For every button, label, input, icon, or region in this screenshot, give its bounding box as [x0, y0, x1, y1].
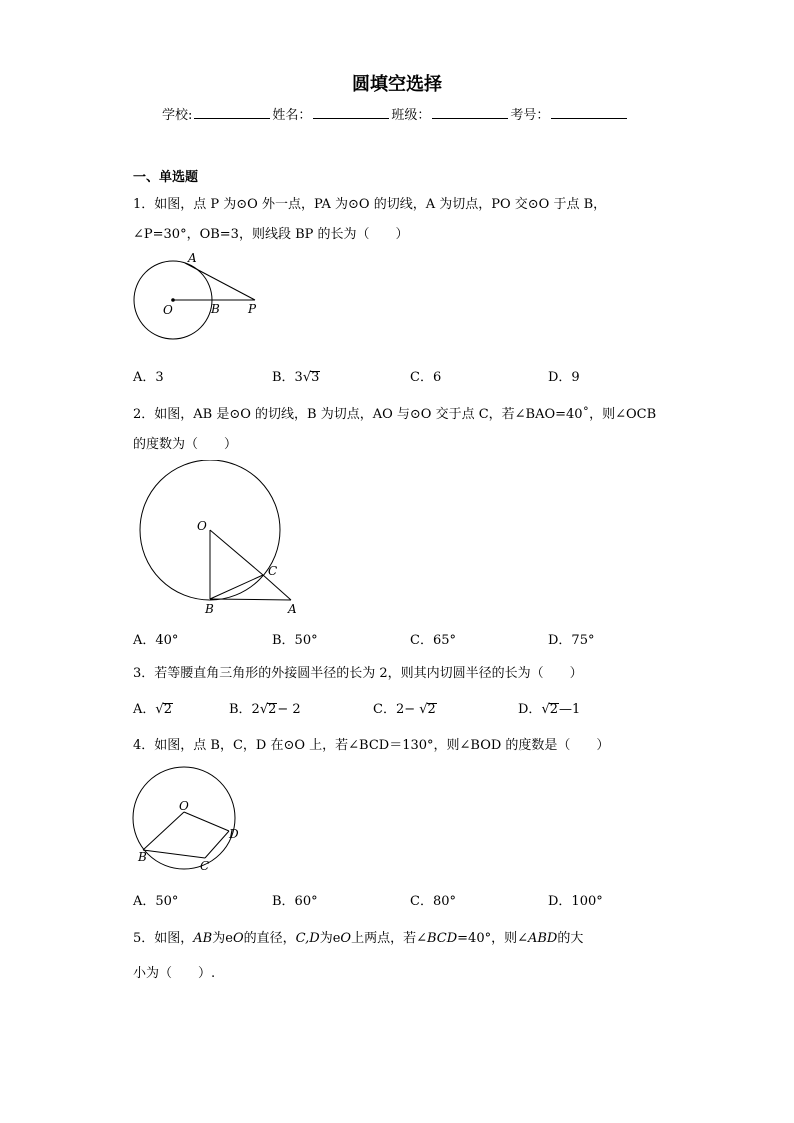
q2-text-line2: 的度数为（ ） [133, 437, 238, 452]
q5-text: 的直径， [243, 931, 296, 946]
q4-text-line1: 4．如图，点 B，C，D 在⊙O 上，若∠BCD＝130°，则∠BOD 的度数是（ ） [133, 738, 610, 753]
q5-circle-symbol: e [225, 931, 233, 946]
q3-option-c-text: C．2− [373, 702, 420, 717]
q3-option-b-text: B．2 [229, 702, 260, 717]
q1-option-d[interactable]: D．9 [548, 370, 580, 385]
student-info-row [162, 104, 629, 123]
q4-figure [125, 760, 255, 875]
q5-angle-abd: ∠ABD [517, 931, 558, 946]
q5-text: 为 [319, 931, 333, 946]
school-blank[interactable] [194, 106, 270, 119]
q2-figure [130, 460, 310, 618]
q1-option-b-radicand: 3 [311, 370, 320, 385]
q5-var-ab: AB [193, 931, 213, 946]
q5-text: 5．如图， [133, 931, 194, 946]
q1-option-b-text: B．3 [272, 370, 303, 385]
q2-option-c[interactable]: C．65° [410, 633, 456, 648]
q3-text-line1: 3．若等腰直角三角形的外接圆半径的长为 2，则其内切圆半径的长为（ ） [133, 666, 583, 681]
radical-icon: √ [541, 702, 550, 717]
q4-label-b: B [138, 850, 147, 864]
radical-icon: √ [155, 702, 164, 717]
q5-text: 的大 [557, 931, 584, 946]
q2-tangent-ab [210, 599, 291, 600]
q3-option-a-text: A． [133, 702, 156, 717]
q3-option-a-radicand: 2 [163, 702, 172, 717]
q4-label-c: C [200, 859, 210, 873]
q4-option-d[interactable]: D．100° [548, 894, 603, 909]
class-blank[interactable] [432, 106, 508, 119]
q2-label-b: B [205, 602, 214, 616]
q1-option-b[interactable] [272, 366, 320, 385]
q1-label-b: B [211, 302, 220, 316]
q5-text: =40°，则 [457, 931, 518, 946]
q1-center-point [171, 298, 175, 302]
school-label: 学校: [162, 108, 193, 123]
q1-text-line2: ∠P=30°，OB=3，则线段 BP 的长为（ ） [133, 227, 409, 242]
q1-figure [125, 250, 275, 345]
q3-option-c[interactable] [373, 698, 437, 717]
q2-option-d[interactable]: D．75° [548, 633, 595, 648]
q4-label-o: O [179, 799, 189, 813]
q3-option-c-radicand: 2 [427, 702, 436, 717]
q4-chord-cd [205, 831, 229, 858]
q3-option-b-radicand: 2 [268, 702, 277, 717]
name-blank[interactable] [313, 106, 389, 119]
class-label: 班级： [391, 108, 431, 123]
q5-var-o: O [340, 931, 352, 946]
q2-label-c: C [268, 564, 278, 578]
q5-text: 为 [212, 931, 226, 946]
q2-segment-oc [210, 530, 263, 575]
radical-icon: √ [259, 702, 269, 717]
q5-text-line2: 小为（ ）. [133, 966, 216, 981]
q5-var-cd: C,D [295, 931, 320, 946]
q1-option-a[interactable]: A．3 [133, 370, 164, 385]
q5-text: 上两点，若 [351, 931, 417, 946]
q4-chord-bc [143, 850, 205, 858]
q1-label-o: O [163, 303, 173, 317]
q2-label-o: O [197, 519, 207, 533]
q5-var-o: O [232, 931, 244, 946]
q5-circle-symbol: e [332, 931, 341, 946]
q2-text-line1: 2．如图，AB 是⊙O 的切线，B 为切点，AO 与⊙O 交于点 C，若∠BAO=40˚，则∠OCB [133, 407, 657, 422]
q5-angle-bcd: ∠BCD [416, 931, 458, 946]
q5-text-line1 [133, 927, 583, 946]
q4-option-a[interactable]: A．50° [133, 894, 179, 909]
q3-option-d-radicand: 2 [549, 702, 559, 717]
q4-label-d: D [229, 827, 239, 841]
q2-option-a[interactable]: A．40° [133, 633, 179, 648]
section-heading: 一、单选题 [133, 170, 199, 185]
q2-chord-bc [210, 575, 263, 599]
q1-label-p: P [248, 302, 257, 316]
q4-circle [133, 767, 235, 869]
q1-option-c[interactable]: C．6 [410, 370, 442, 385]
exam-number-blank[interactable] [551, 106, 627, 119]
radical-icon: √ [302, 370, 312, 385]
q1-tangent-pa [185, 263, 255, 300]
q4-radius-od [184, 812, 229, 831]
page-title: 圆填空选择 [352, 74, 442, 95]
q2-option-b[interactable]: B．50° [272, 633, 318, 648]
radical-icon: √ [419, 702, 428, 717]
q4-radius-ob [143, 812, 184, 850]
q4-option-c[interactable]: C．80° [410, 894, 456, 909]
q3-option-d[interactable] [518, 698, 580, 717]
q3-option-b-tail: − 2 [277, 702, 301, 717]
q1-label-a: A [188, 251, 197, 265]
q3-option-a[interactable] [133, 698, 173, 717]
name-label: 姓名： [272, 108, 312, 123]
q4-option-b[interactable]: B．60° [272, 894, 318, 909]
exam-number-label: 考号： [510, 108, 550, 123]
q3-option-b[interactable] [229, 698, 301, 717]
q3-option-d-tail: —1 [559, 702, 581, 717]
q2-segment-ca [263, 575, 291, 600]
q3-option-d-text: D． [518, 702, 542, 717]
q2-label-a: A [288, 602, 297, 616]
q1-text-line1: 1．如图，点 P 为⊙O 外一点，PA 为⊙O 的切线，A 为切点，PO 交⊙O 于点 B， [133, 197, 607, 212]
